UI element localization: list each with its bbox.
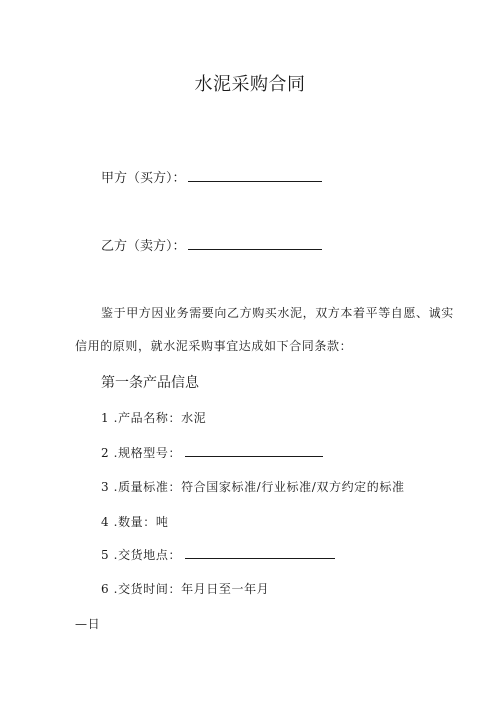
item-quality	[101, 478, 405, 495]
item-number: 3	[101, 480, 110, 494]
item-text: .交货地点：	[113, 548, 182, 562]
item-quantity	[101, 513, 169, 530]
item-product-name	[101, 409, 206, 426]
item-text: .交货时间：年月日至一年月	[113, 582, 270, 596]
delivery-place-blank	[185, 557, 335, 559]
item-text: .质量标准：符合国家标准/行业标准/双方约定的标准	[113, 480, 405, 494]
item-text: .规格型号：	[113, 446, 182, 460]
item-number: 2	[101, 446, 110, 460]
item-text: .数量：吨	[113, 515, 169, 529]
party-b-line	[101, 235, 322, 254]
preamble-line-2: 信用的原则，就水泥采购事宜达成如下合同条款：	[75, 339, 353, 353]
party-a-blank	[188, 180, 322, 182]
item-spec	[101, 444, 323, 461]
section-1-heading: 第一条产品信息	[101, 375, 199, 391]
party-b-label: 乙方（卖方）：	[101, 239, 186, 254]
party-a-line	[101, 167, 322, 186]
item-delivery-time	[101, 580, 269, 597]
party-a-label: 甲方（买方）：	[101, 171, 186, 186]
item-number: 6	[101, 582, 110, 596]
party-b-blank	[188, 248, 322, 250]
item-text: .产品名称：水泥	[113, 411, 207, 425]
item-number: 5	[101, 548, 110, 562]
document-title: 水泥采购合同	[194, 74, 306, 95]
preamble-line-1: 鉴于甲方因业务需要向乙方购买水泥，双方本着平等自愿、诚实	[101, 306, 454, 320]
item-number: 1	[101, 411, 110, 425]
item-delivery-place	[101, 546, 335, 563]
trailing-date-fragment: —日	[75, 617, 101, 631]
item-number: 4	[101, 515, 110, 529]
spec-blank	[185, 455, 323, 457]
